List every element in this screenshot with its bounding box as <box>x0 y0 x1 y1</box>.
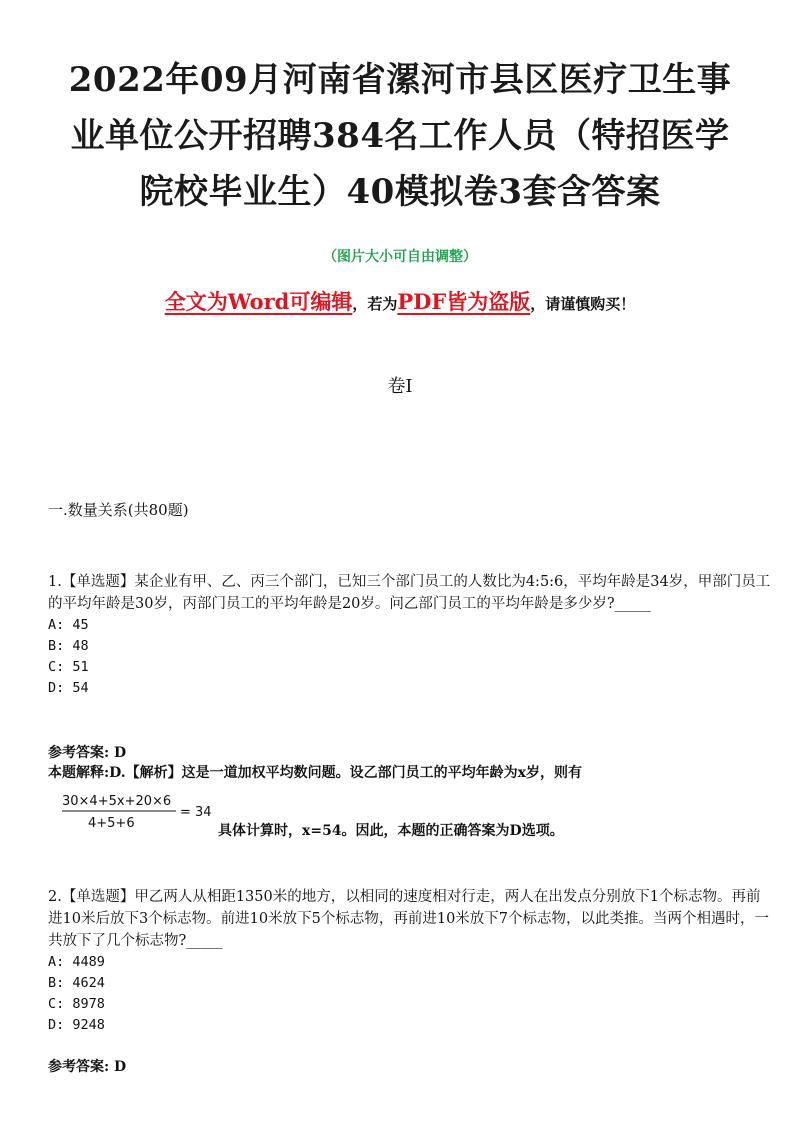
title-line: 2022年09月河南省漯河市县区医疗卫生事 <box>68 60 732 100</box>
section-heading: 一.数量关系(共80题) <box>48 501 189 519</box>
volume-heading: 卷I <box>387 376 413 397</box>
option-c: C: 8978 <box>48 996 105 1012</box>
option-d: D: 9248 <box>48 1017 105 1033</box>
notice-text: ，若为 <box>352 295 398 313</box>
weighted-average-formula <box>60 792 230 832</box>
formula-denominator: 4+5+6 <box>88 816 135 831</box>
answer-label: 参考答案: D <box>48 745 127 761</box>
question-stem: 1.【单选题】某企业有甲、乙、丙三个部门，已知三个部门员工的人数比为4:5:6，平均年龄是34岁，甲部门员工的平均年龄是30岁，丙部门员工的平均年龄是20岁。问乙部门员工的平均年龄是多少岁?_____ <box>48 574 771 612</box>
option-b: B: 4624 <box>48 975 105 991</box>
title-line: 业单位公开招聘384名工作人员（特招医学 <box>70 116 730 156</box>
answer-label: 参考答案: D <box>48 1059 127 1075</box>
formula-equals: = 34 <box>180 805 212 820</box>
option-c: C: 51 <box>48 659 89 675</box>
explanation-text: 本题解释:D.【解析】这是一道加权平均数问题。设乙部门员工的平均年龄为x岁，则有 <box>48 765 583 781</box>
document-title <box>30 52 770 220</box>
question-stem: 2.【单选题】甲乙两人从相距1350米的地方，以相同的速度相对行走，两人在出发点分别放下1个标志物。再前进10米后放下3个标志物。前进10米放下5个标志物，再前进10米放下7个标志物，以此类推。当两个相遇时，一共放下了几个标志物?_____ <box>48 889 770 949</box>
option-d: D: 54 <box>48 680 89 696</box>
copyright-notice <box>0 286 800 316</box>
notice-text: ，请谨慎购买！ <box>530 295 636 313</box>
formula-numerator: 30×4+5x+20×6 <box>62 794 172 809</box>
result-text: 具体计算时，x=54。因此，本题的正确答案为D选项。 <box>218 823 564 839</box>
image-size-note: （图片大小可自由调整） <box>323 249 477 265</box>
title-line: 院校毕业生）40模拟卷3套含答案 <box>139 172 661 212</box>
option-b: B: 48 <box>48 638 89 654</box>
notice-editable-text: 全文为Word可编辑 <box>164 289 353 314</box>
question-1 <box>48 571 772 699</box>
question-2 <box>48 886 772 1036</box>
notice-pirated-text: PDF皆为盗版 <box>397 289 531 314</box>
option-a: A: 4489 <box>48 954 105 970</box>
option-a: A: 45 <box>48 617 89 633</box>
